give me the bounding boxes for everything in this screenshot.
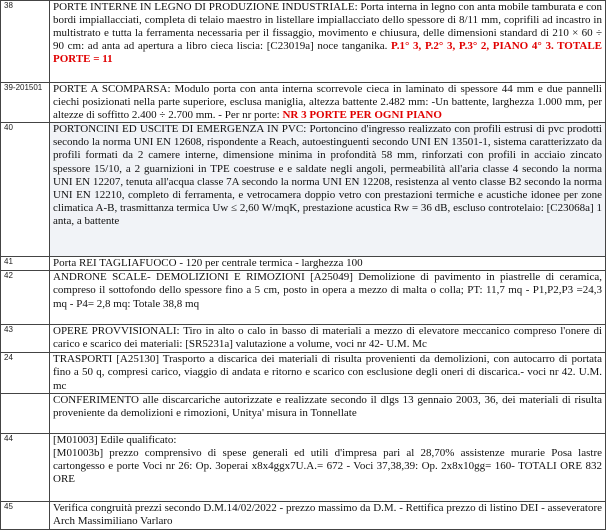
item-description — [50, 271, 606, 325]
item-description — [50, 83, 606, 123]
item-description — [50, 433, 606, 501]
description-text: Porta REI TAGLIAFUOCO - 120 per centrale termica - larghezza 100 — [53, 257, 363, 270]
description-text: TRASPORTI [A25130] Trasporto a discarica dei materiali di risulta provenienti da demolizioni, con autocarro di portata fino a 50 q, compresi carico, viaggio di andata e ritorno e scarico con esclusione degli oneri di discarica.- voci nr 42. U.M. mc — [53, 353, 602, 392]
item-code: 39-201501 — [1, 83, 50, 123]
description-text: Verifica congruità prezzi secondo D.M.14/02/2022 - prezzo massimo da D.M. - Rettifica prezzo di listino DEI - asseveratore Arch Massimiliano Varlaro — [53, 501, 602, 527]
table-row — [1, 325, 606, 353]
description-text: PORTE A SCOMPARSA: Modulo porta con anta interna scorrevole cieca in laminato di spessore 44 mm e due pannelli ciechi posizionati nella parte superiore, esclusa maniglia, altezza battente 2.482 mm: -Un battente, larghezza 1.000 mm, per altezze di soffitto 2.400 ÷ 2.700 mm. - Per nr porte: — [53, 83, 602, 122]
table-row — [1, 353, 606, 393]
quantity-note: NR 3 PORTE PER OGNI PIANO — [282, 109, 442, 122]
item-code: 41 — [1, 257, 50, 271]
description-text: OPERE PROVVISIONALI: Tiro in alto o calo in basso di materiali a mezzo di elevatore meccanico compreso l'onere di carico e scarico dei materiali: [SR5231a] valutazione a volume, voci nr 42- U.M. Mc — [53, 325, 602, 351]
item-code: 42 — [1, 271, 50, 325]
item-description — [50, 325, 606, 353]
item-code: 38 — [1, 1, 50, 83]
description-text: PORTE INTERNE IN LEGNO DI PRODUZIONE INDUSTRIALE: Porta interna in legno con anta mobile tamburata e con bordi impiallacciati, completa di telaio maestro in listellare impiallacciato dello spessore di 8/11 mm, coprifili ad incastro in multistrato e tutta la ferramenta necessaria per il fissaggio, movimento e chiusura, delle dimensioni standard di 210 × 60 ÷ 90 cm: ad anta ad apertura a libro cieca liscia: [C23019a] noce tanganika. — [53, 1, 602, 53]
table-row — [1, 1, 606, 83]
quantity-note: P.1° 3, P.2° 3, P.3° 2, PIANO 4° 3. TOTALE PORTE = 11 — [53, 40, 602, 66]
table-row — [1, 271, 606, 325]
item-description — [50, 353, 606, 393]
table-row — [1, 501, 606, 529]
table-row — [1, 83, 606, 123]
item-description — [50, 393, 606, 433]
table-row — [1, 393, 606, 433]
item-code: 44 — [1, 433, 50, 501]
item-code: 43 — [1, 325, 50, 353]
item-description — [50, 501, 606, 529]
item-description — [50, 257, 606, 271]
item-code: 24 — [1, 353, 50, 393]
item-code: 45 — [1, 501, 50, 529]
description-text: [M01003] Edile qualificato: [M01003b] prezzo comprensivo di spese generali ed utili d'impresa pari al 28,70% assistenze murarie Posa lastre cartongesso e porte Voci nr 26: Op. 3operai x8x4ggx7U.A.= 672 - Voci 37,38,39: Op. 2x8x10gg= 160- TOTALI ORE 832 ORE — [53, 433, 602, 485]
description-text: ANDRONE SCALE- DEMOLIZIONI E RIMOZIONI [A25049] Demolizione di pavimento in piastrelle di ceramica, compreso il sottofondo dello spessore fino a 5 cm, posto in opera a mezzo di malta o colla; PT: 11,7 mq - P1,P2,P3 =24,3 mq - P4= 2,8 mq: Totale 38,8 mq — [53, 271, 602, 310]
table-row — [1, 433, 606, 501]
table-row — [1, 123, 606, 257]
description-text: CONFERIMENTO alle discarcariche autorizzate e realizzate secondo il dlgs 13 gennaio 2003, 36, dei materiali di risulta proveniente da demolizioni e rimozioni, Unitya' misura in Tonnellate — [53, 393, 602, 419]
item-code: 40 — [1, 123, 50, 257]
item-description — [50, 1, 606, 83]
item-code — [1, 393, 50, 433]
item-description — [50, 123, 606, 257]
table-row — [1, 257, 606, 271]
description-text: PORTONCINI ED USCITE DI EMERGENZA IN PVC: Portoncino d'ingresso realizzato con profili estrusi di pvc prodotti secondo la norma UNI EN 12608, rispondente a Reach, autoestinguenti secondo UNI EN 13501-1, sistema caratterizzato da profili formati da 2 camere interne, dimensione minima in profondità 58 mm, rinforzati con profili in acciaio zincato spessore 15/10, a 2 guarnizioni in TPE coestruse e e saldate negli angoli, permeabilità all'aria classe 4 secondo la norma UNI EN 12207, tenuta all'acqua classe 7A secondo la norma UNI EN 12208, resistenza al vento classe B2 secondo la norma UNI EN 12210, completo di ferramenta, e vetrocamera doppio vetro con prestazioni termiche e acustiche idonee per zone climatica A-B, trasmittanza termica Uw ≤ 2,60 W/mqK, prestazione acustica Rw = 36 dB, escluso controtelaio: [C23068a] 1 anta, a battente — [53, 123, 602, 227]
